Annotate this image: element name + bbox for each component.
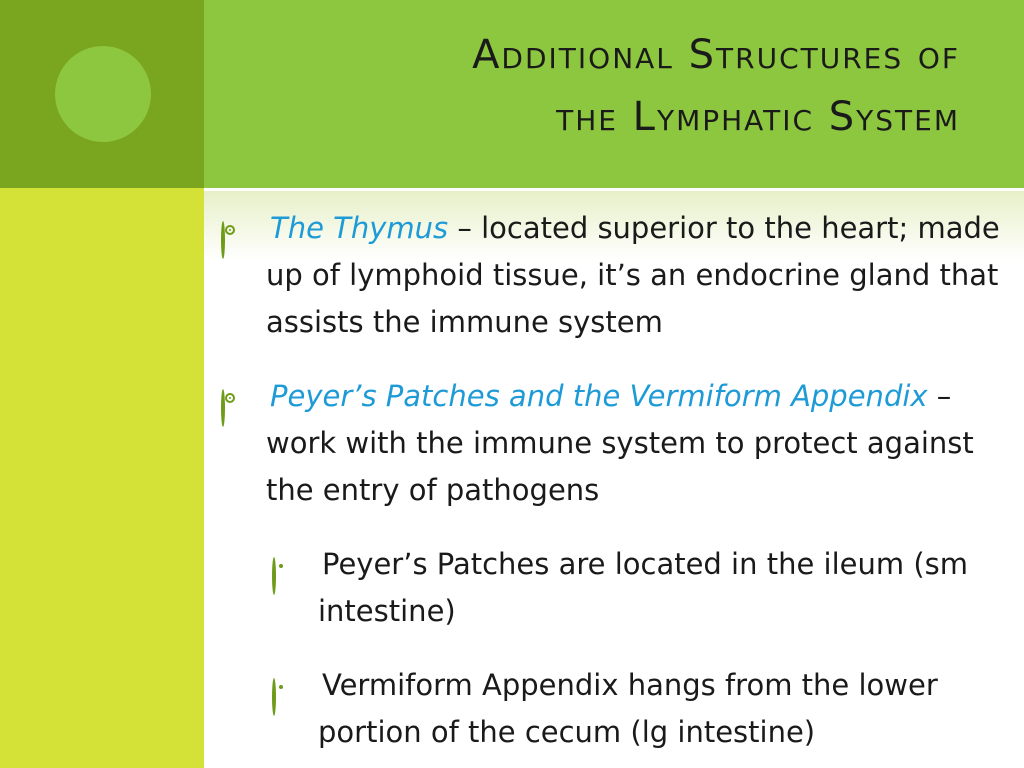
sub-bullet-vermiform-appendix <box>318 662 1018 756</box>
sub-bullet-text-vermiform-appendix: Vermiform Appendix hangs from the lower portion of the cecum (lg intestine) <box>318 668 938 749</box>
sub-bullet-text-peyers-patches: Peyer’s Patches are located in the ileum (sm intestine) <box>318 547 969 628</box>
slide-title-line-2: the Lymphatic System <box>556 94 960 140</box>
target-bullet-icon <box>221 389 225 427</box>
bullet-highlight-thymus: The Thymus <box>270 211 449 245</box>
bullet-highlight-peyers-appendix: Peyer’s Patches and the Vermiform Appendix <box>270 379 928 413</box>
circled-dot-bullet-icon <box>272 678 276 716</box>
bullet-peyers-appendix <box>266 373 1011 514</box>
target-bullet-icon <box>221 221 225 259</box>
circled-dot-bullet-icon <box>272 557 276 595</box>
bullet-thymus <box>266 205 1011 346</box>
sub-bullet-peyers-patches <box>318 541 1008 635</box>
bullet-text-peyers-appendix: – work with the immune system to protect against the entry of pathogens <box>266 379 974 507</box>
slide-title-line-1: Additional Structures of <box>472 32 960 78</box>
bullet-text-thymus: – located superior to the heart; made up of lymphoid tissue, it’s an endocrine gland that assists the immune system <box>266 211 1000 339</box>
